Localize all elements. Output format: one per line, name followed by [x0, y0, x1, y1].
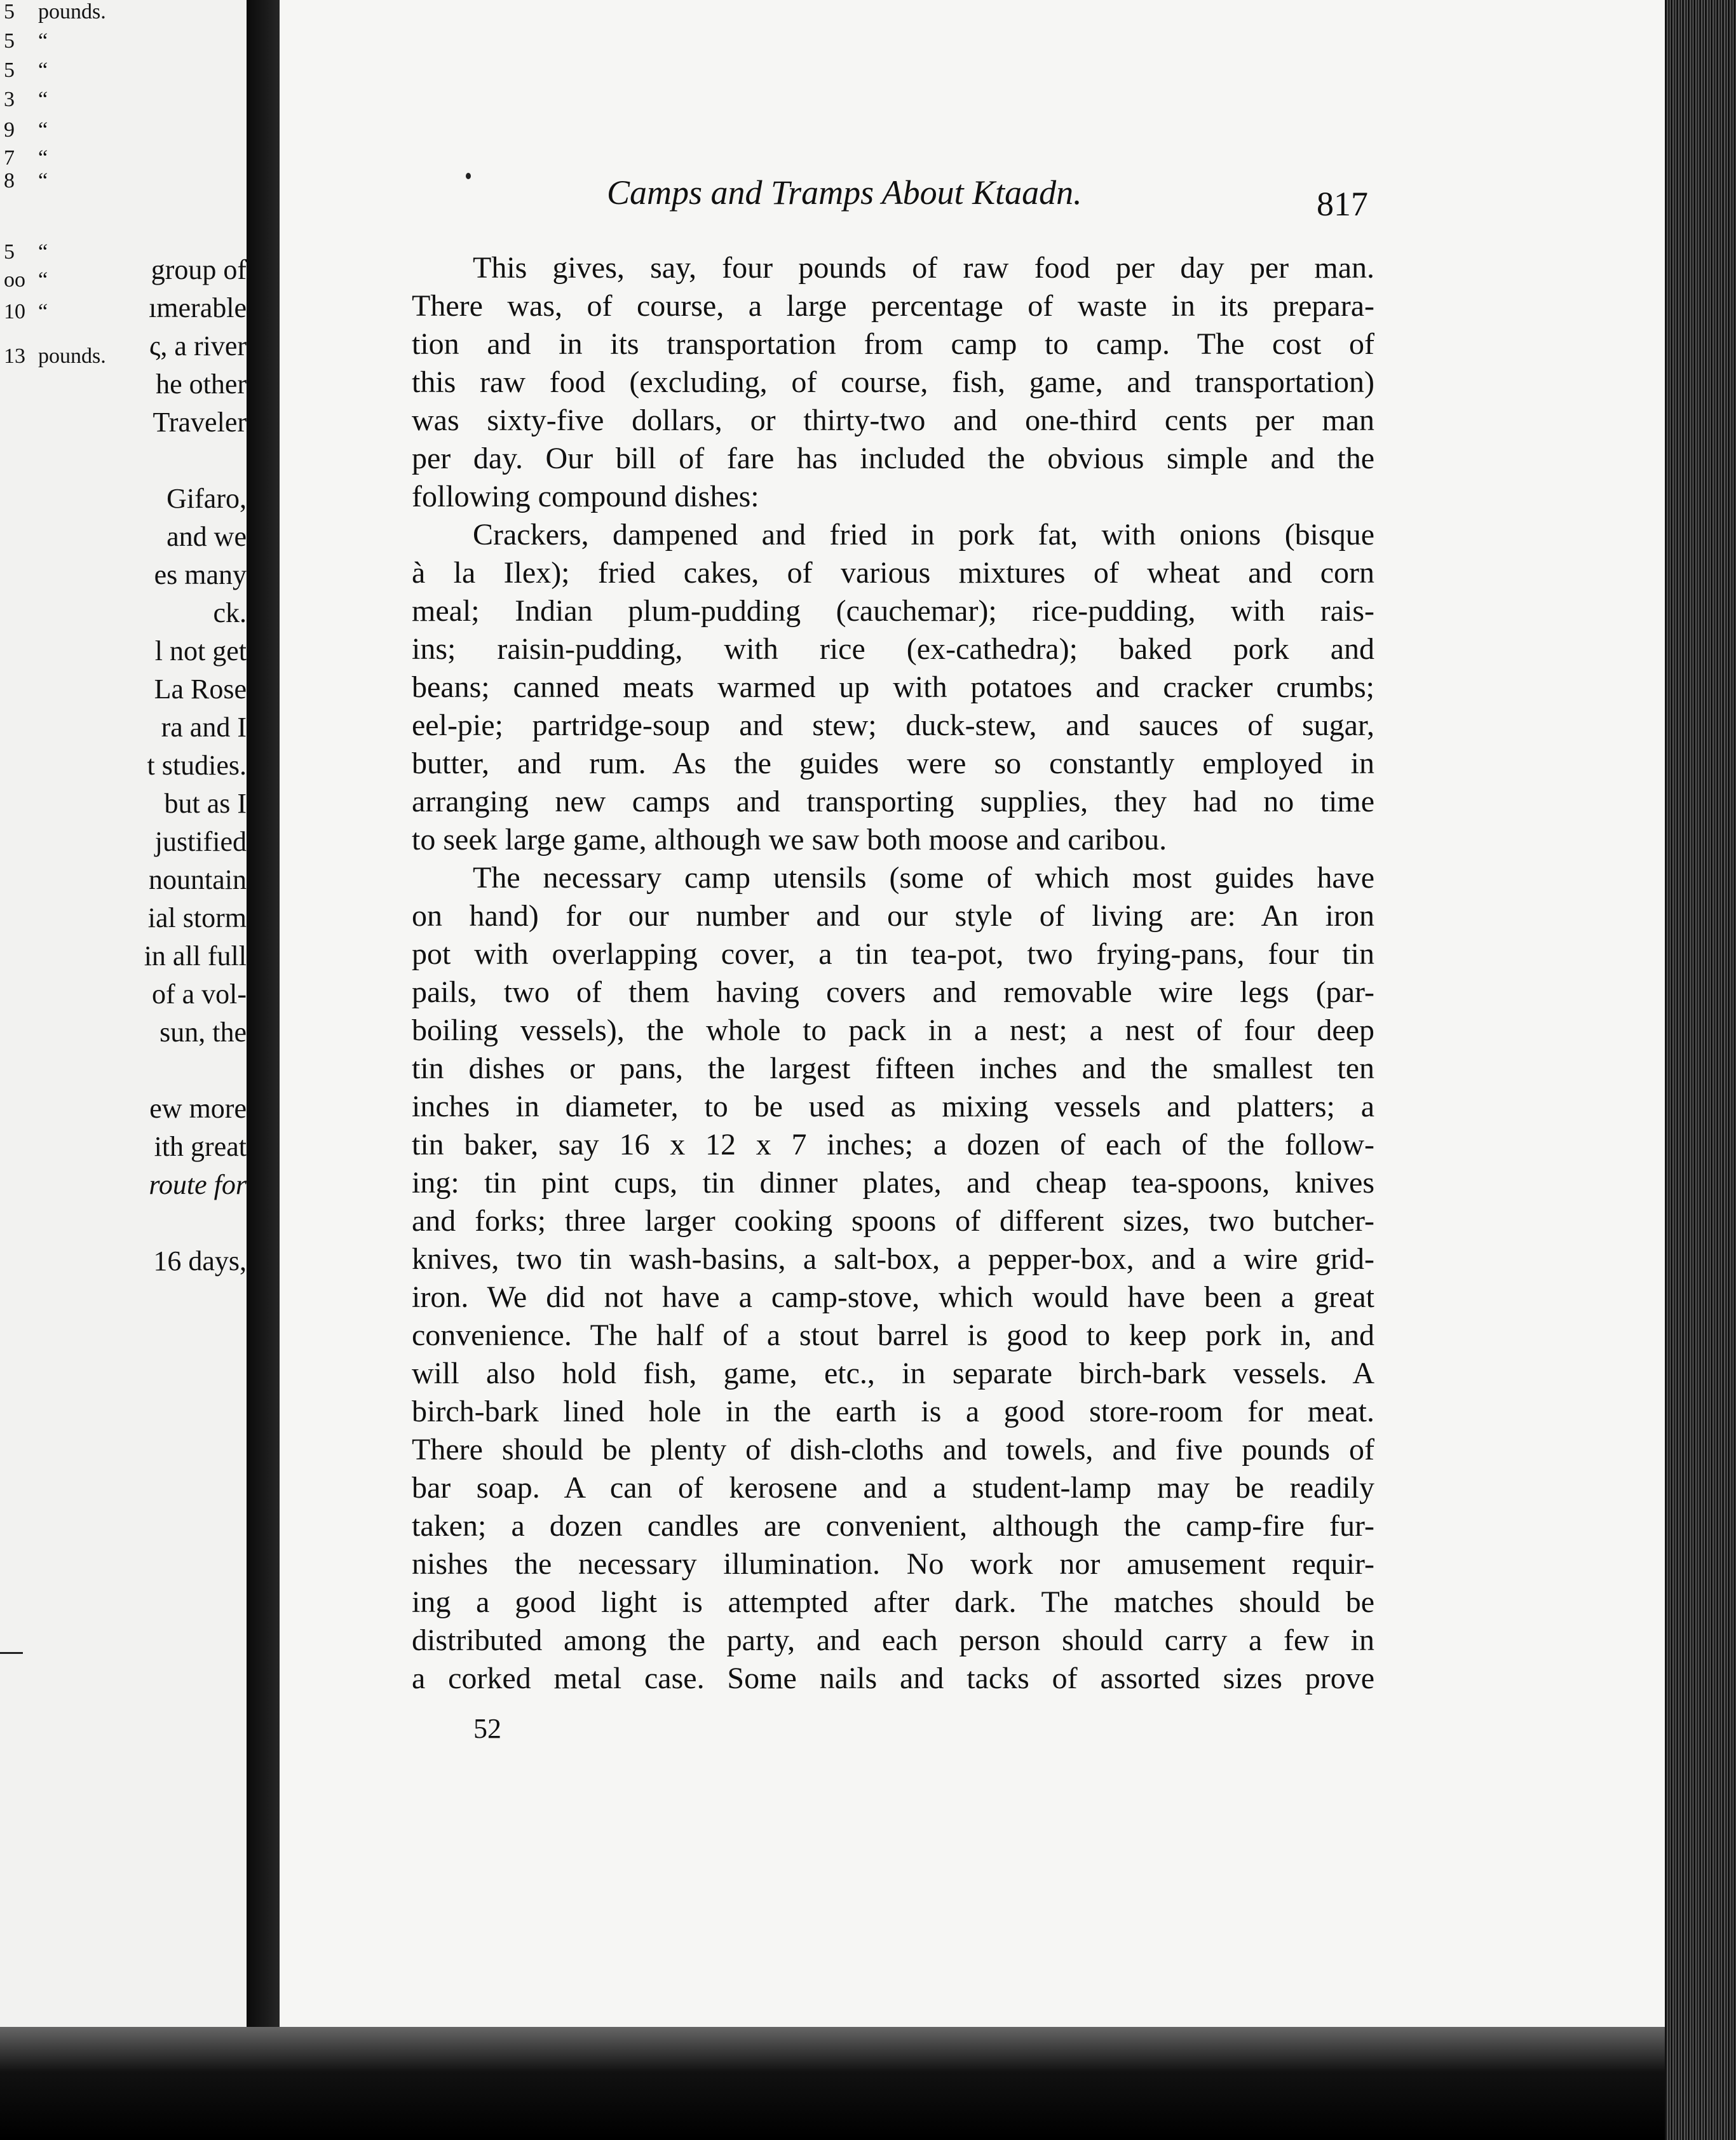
table-number: 5 [4, 29, 15, 53]
table-number: 9 [4, 118, 15, 142]
table-row [0, 169, 127, 198]
text-line: following compound dishes: [412, 480, 759, 513]
text-line: eel-pie; partridge-soup and stew; duck-stew, and sauces of sugar, [412, 708, 1374, 742]
text-line: tin dishes or pans, the largest fifteen inches and the smallest ten [412, 1052, 1374, 1085]
text-line: ins; raisin-pudding, with rice (ex-cathedra); baked pork and [412, 632, 1374, 666]
text-line: to seek large game, although we saw both moose and caribou. [412, 823, 1167, 857]
text-line: There should be plenty of dish-cloths and towels, and five pounds of [412, 1433, 1374, 1466]
table-number: oo [4, 268, 25, 292]
text-line: this raw food (excluding, of course, fish, game, and transportation) [412, 365, 1374, 399]
table-unit: “ [38, 118, 48, 142]
text-line: and forks; three larger cooking spoons of different sizes, two butcher- [412, 1204, 1374, 1238]
table-unit: “ [38, 88, 48, 111]
left-text-line: l not get [154, 635, 247, 667]
text-line: There was, of course, a large percentage of waste in its prepara- [412, 289, 1374, 323]
text-line: iron. We did not have a camp-stove, which would have been a great [412, 1280, 1374, 1314]
page-number: 817 [1317, 185, 1368, 223]
left-page [0, 0, 247, 2033]
left-text-line: and we [166, 521, 247, 552]
left-text-line: sun, the [159, 1017, 247, 1048]
gutter-shadow [247, 0, 285, 2140]
text-line: ing: tin pint cups, tin dinner plates, and cheap tea-spoons, knives [412, 1166, 1374, 1200]
text-line: This gives, say, four pounds of raw food per day per man. [473, 251, 1374, 285]
text-line: tin baker, say 16 x 12 x 7 inches; a dozen of each of the follow- [412, 1128, 1374, 1161]
table-row [0, 88, 127, 117]
text-line: The necessary camp utensils (some of which most guides have [473, 861, 1374, 895]
text-line: beans; canned meats warmed up with potatoes and cracker crumbs; [412, 670, 1374, 704]
text-line: arranging new camps and transporting supplies, they had no time [412, 785, 1374, 818]
table-row [0, 118, 127, 147]
left-text-line: group of [151, 254, 247, 285]
text-line: butter, and rum. As the guides were so constantly employed in [412, 747, 1374, 780]
table-unit: “ [38, 146, 48, 170]
left-text-line: ith great [154, 1131, 247, 1162]
table-row [0, 300, 127, 329]
text-line: per day. Our bill of fare has included the obvious simple and the [412, 442, 1374, 475]
left-text-line: Gifaro, [166, 483, 247, 514]
table-number: 8 [4, 169, 15, 193]
text-line: birch-bark lined hole in the earth is a good store-room for meat. [412, 1395, 1374, 1428]
page-edges [1665, 0, 1736, 2140]
table-number: 10 [4, 300, 25, 323]
table-number: 3 [4, 88, 15, 111]
text-line: meal; Indian plum-pudding (cauchemar); rice-pudding, with rais- [412, 594, 1374, 628]
left-text-line: he other [156, 369, 247, 400]
left-text-line: ra and I [161, 712, 247, 743]
table-unit: “ [38, 58, 48, 82]
body-text [412, 249, 1374, 1698]
table-row [0, 344, 127, 374]
table-unit: pounds. [38, 0, 106, 24]
text-line: will also hold fish, game, etc., in separate birch-bark vessels. A [412, 1357, 1374, 1390]
left-text-line: ς, a river [149, 330, 247, 362]
left-text-line: 16 days, [153, 1245, 247, 1277]
table-row [0, 240, 127, 269]
running-head: Camps and Tramps About Ktaadn. [607, 173, 1082, 212]
table-row [0, 268, 127, 297]
text-line: distributed among the party, and each person should carry a few in [412, 1623, 1374, 1657]
left-text-line: ck. [213, 597, 247, 628]
text-line: Crackers, dampened and fried in pork fat, with onions (bisque [473, 518, 1374, 552]
text-line: knives, two tin wash-basins, a salt-box, a pepper-box, and a wire grid- [412, 1242, 1374, 1276]
text-line: a corked metal case. Some nails and tacks of assorted sizes prove [412, 1662, 1374, 1695]
left-text-line: ial storm [147, 902, 247, 933]
text-line: ing a good light is attempted after dark. The matches should be [412, 1585, 1374, 1619]
left-text-line: Traveler [153, 407, 247, 438]
text-line: inches in diameter, to be used as mixing vessels and platters; a [412, 1090, 1374, 1123]
left-text-line: La Rose [154, 674, 247, 705]
signature-mark: 52 [473, 1713, 501, 1744]
text-line: nishes the necessary illumination. No work nor amusement requir- [412, 1547, 1374, 1581]
table-unit: “ [38, 169, 48, 193]
table-number: 5 [4, 0, 15, 24]
left-text-line: ew more [149, 1093, 247, 1124]
text-line: convenience. The half of a stout barrel is good to keep pork in, and [412, 1318, 1374, 1352]
text-line: pails, two of them having covers and removable wire legs (par- [412, 975, 1374, 1009]
table-rule [0, 1652, 23, 1654]
table-number: 13 [4, 344, 25, 368]
text-line: on hand) for our number and our style of living are: An iron [412, 899, 1374, 933]
text-line: tion and in its transportation from camp to camp. The cost of [412, 327, 1374, 361]
left-text-line: ımerable [149, 292, 247, 323]
table-unit: pounds. [38, 344, 106, 368]
text-line: boiling vessels), the whole to pack in a nest; a nest of four deep [412, 1013, 1374, 1047]
left-text-line: route for [149, 1169, 247, 1200]
text-line: taken; a dozen candles are convenient, although the camp-fire fur- [412, 1509, 1374, 1543]
left-text-line: es many [154, 559, 247, 590]
table-row [0, 0, 127, 29]
table-unit: “ [38, 300, 48, 323]
table-unit: “ [38, 29, 48, 53]
table-number: 5 [4, 240, 15, 264]
text-line: pot with overlapping cover, a tin tea-pot, two frying-pans, four tin [412, 937, 1374, 971]
left-text-line: of a vol- [151, 979, 247, 1010]
table-row [0, 29, 127, 58]
table-number: 5 [4, 58, 15, 82]
table-unit: “ [38, 268, 48, 292]
text-line: à la Ilex); fried cakes, of various mixtures of wheat and corn [412, 556, 1374, 590]
bottom-shadow [0, 2027, 1665, 2140]
left-text-line: in all full [144, 940, 247, 972]
text-line: was sixty-five dollars, or thirty-two and one-third cents per man [412, 403, 1374, 437]
table-unit: “ [38, 240, 48, 264]
left-text-line: nountain [149, 864, 247, 895]
table-number: 7 [4, 146, 15, 170]
left-text-line: justified [154, 826, 247, 857]
text-line: bar soap. A can of kerosene and a student-lamp may be readily [412, 1471, 1374, 1505]
left-text-line: t studies. [147, 750, 247, 781]
table-row [0, 58, 127, 88]
left-text-line: but as I [164, 788, 247, 819]
ink-dot [466, 173, 471, 179]
